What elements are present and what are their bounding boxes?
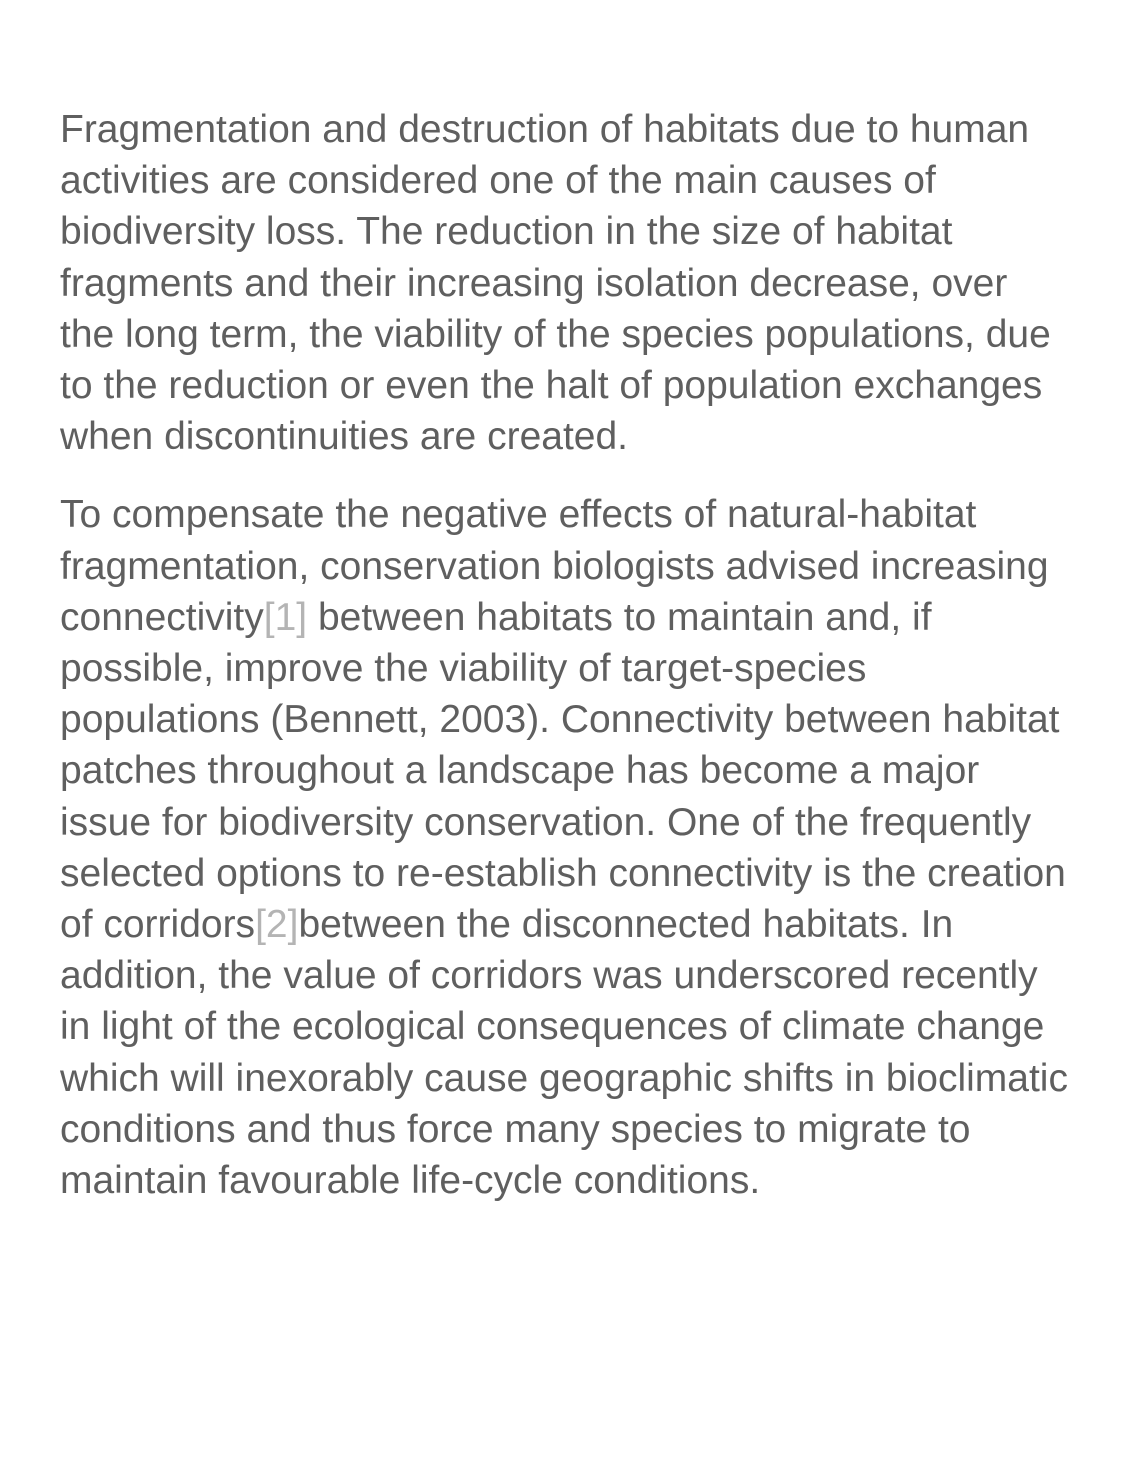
article-body	[60, 104, 1070, 1206]
paragraph-1-text: Fragmentation and destruction of habitats due to human activities are considered one of the main causes of biodiversity loss. The reduction in the size of habitat fragments and their increasing isolation decrease, over the long term, the viability of the species populations, due to the reduction or even the halt of population exchanges when discontinuities are created.	[60, 108, 1051, 459]
footnote-link-2[interactable]: [2]	[255, 903, 299, 947]
paragraph-connectivity-corridors	[60, 489, 1070, 1206]
paragraph-2-segment-2: between habitats to maintain and, if possible, improve the viability of target-species populations (Bennett, 2003). Connectivity between habitat patches throughout a landscape has become a major issue for biodiversity conservation. One of the frequently selected options to re-establish connectivity is the creation of corridors	[60, 595, 1066, 947]
footnote-link-1[interactable]: [1]	[263, 595, 308, 639]
paragraph-2-segment-3: between the disconnected habitats. In addition, the value of corridors was underscored recently in light of the ecological consequences of climate change which will inexorably cause geographic shifts in bioclimatic conditions and thus force many species to migrate to maintain favourable life-cycle conditions.	[60, 903, 1068, 1203]
paragraph-2-segment-1: To compensate the negative effects of natural-habitat fragmentation, conservation biologists advised increasing connectivity	[60, 493, 1049, 639]
paragraph-habitat-fragmentation	[60, 104, 1070, 462]
